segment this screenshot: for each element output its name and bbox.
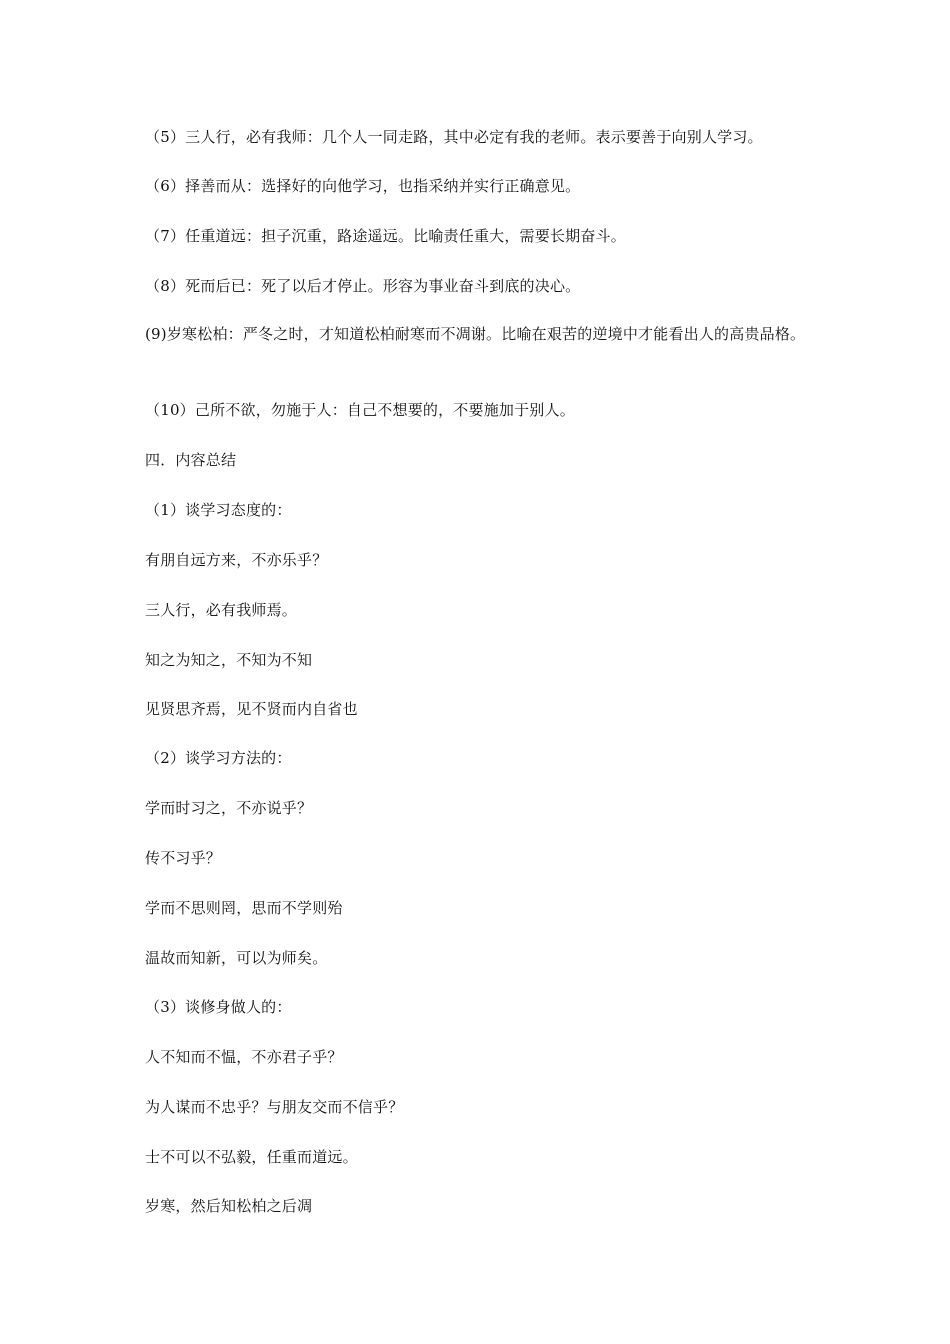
definition-8: （8）死而后已：死了以后才停止。形容为事业奋斗到底的决心。 (145, 277, 581, 295)
definition-5: （5）三人行，必有我师：几个人一同走路，其中必定有我的老师。表示要善于向别人学习。 (145, 128, 763, 146)
definition-9: (9)岁寒松柏：严冬之时，才知道松柏耐寒而不凋谢。比喻在艰苦的逆境中才能看出人的高贵品格。 (145, 325, 806, 343)
quote-line: 为人谋而不忠乎？与朋友交而不信乎？ (145, 1098, 404, 1116)
quote-line: 士不可以不弘毅，任重而道远。 (145, 1148, 358, 1166)
quote-line: 人不知而不愠，不亦君子乎？ (145, 1048, 343, 1066)
quote-line: 有朋自远方来，不亦乐乎？ (145, 551, 328, 569)
group-heading-method: （2）谈学习方法的： (145, 749, 292, 767)
quote-line: 传不习乎？ (145, 849, 222, 867)
quote-line: 见贤思齐焉，见不贤而内自省也 (145, 700, 358, 718)
quote-line: 温故而知新，可以为师矣。 (145, 949, 328, 967)
quote-line: 学而不思则罔，思而不学则殆 (145, 899, 343, 917)
section-heading: 四．内容总结 (145, 451, 237, 469)
definition-7: （7）任重道远：担子沉重，路途遥远。比喻责任重大，需要长期奋斗。 (145, 227, 626, 245)
quote-line: 三人行，必有我师焉。 (145, 601, 298, 619)
quote-line: 岁寒，然后知松柏之后凋 (145, 1197, 313, 1215)
group-heading-conduct: （3）谈修身做人的： (145, 998, 292, 1016)
group-heading-attitude: （1）谈学习态度的： (145, 501, 292, 519)
quote-line: 知之为知之，不知为不知 (145, 651, 313, 669)
definition-10: （10）己所不欲，勿施于人：自己不想要的，不要施加于别人。 (145, 401, 575, 419)
quote-line: 学而时习之，不亦说乎？ (145, 799, 313, 817)
definition-6: （6）择善而从：选择好的向他学习，也指采纳并实行正确意见。 (145, 177, 581, 195)
